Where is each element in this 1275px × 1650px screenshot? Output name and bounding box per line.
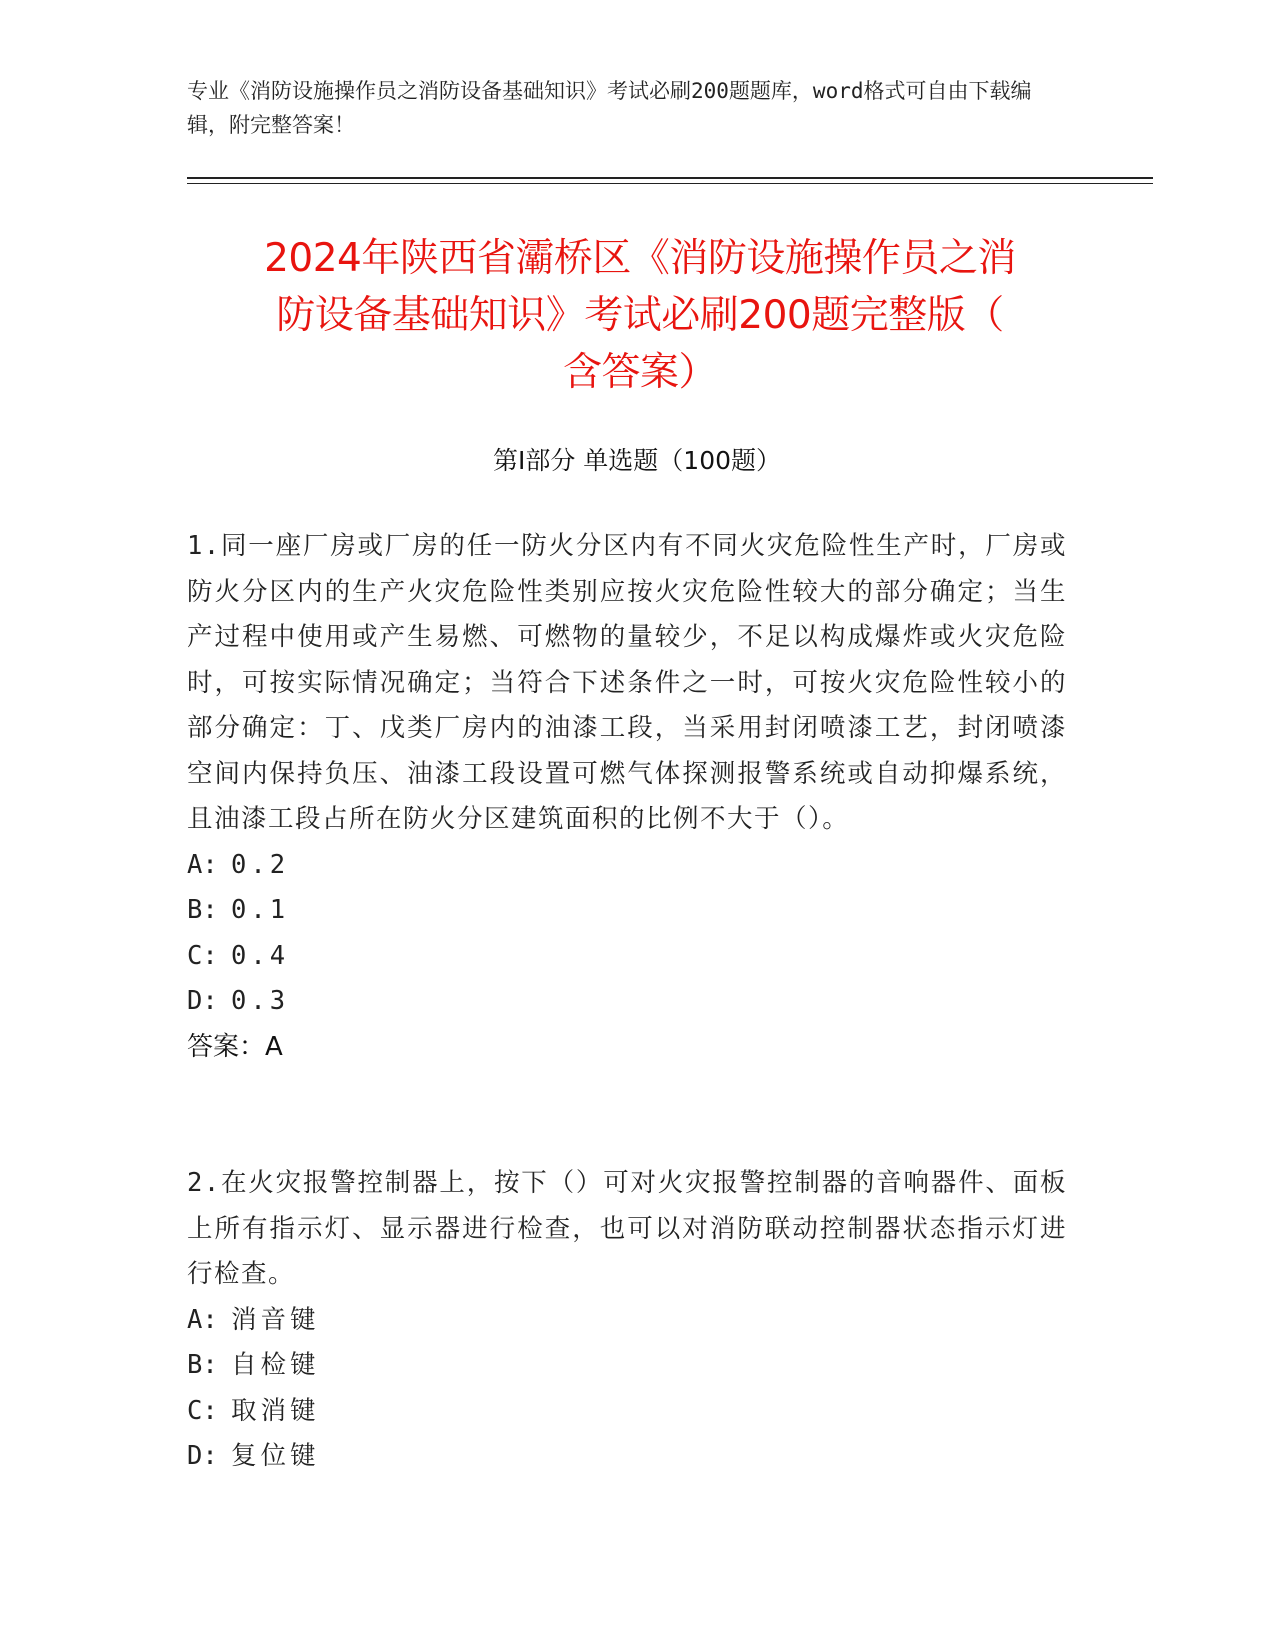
option-b [187, 1343, 1067, 1389]
option-key: C: [187, 1395, 218, 1426]
document-title [160, 230, 1120, 401]
option-text: 复位键 [231, 1441, 320, 1471]
option-d [187, 1434, 1067, 1480]
header-divider-thin [187, 183, 1153, 184]
title-line-2: 防设备基础知识》考试必刷200题完整版（ [276, 293, 1004, 338]
question-1 [187, 524, 1067, 1070]
question-stem: 1.同一座厂房或厂房的任一防火分区内有不同火灾危险性生产时，厂房或防火分区内的生产火灾危险性类别应按火灾危险性较大的部分确定；当生产过程中使用或产生易燃、可燃物的量较少，不足以构成爆炸或火灾危险时，可按实际情况确定；当符合下述条件之一时，可按火灾危险性较小的部分确定：丁、戊类厂房内的油漆工段，当采用封闭喷漆工艺，封闭喷漆空间内保持负压、油漆工段设置可燃气体探测报警系统或自动抑爆系统，且油漆工段占所在防火分区建筑面积的比例不大于（）。 [187, 531, 1067, 834]
option-key: C: [187, 940, 218, 971]
option-text: 取消键 [231, 1395, 320, 1426]
question-2 [187, 1161, 1067, 1480]
option-text: 消音键 [231, 1304, 320, 1335]
header-note: 专业《消防设施操作员之消防设备基础知识》考试必刷200题题库，word格式可自由下载编辑，附完整答案！ [187, 79, 1032, 137]
option-text: 0.1 [231, 895, 290, 925]
title-line-3: 含答案） [562, 350, 717, 395]
option-key: D: [187, 986, 218, 1016]
option-a [187, 843, 1067, 889]
option-text: 0.3 [231, 986, 290, 1016]
option-c [187, 1389, 1067, 1435]
answer-line: 答案：A [187, 1031, 283, 1062]
option-key: A: [187, 1304, 218, 1335]
option-a [187, 1298, 1067, 1344]
option-key: D: [187, 1441, 218, 1471]
option-key: B: [187, 895, 218, 925]
option-text: 自检键 [231, 1350, 320, 1380]
option-d [187, 979, 1067, 1025]
header-divider-thick [187, 177, 1153, 179]
option-key: A: [187, 849, 218, 880]
option-key: B: [187, 1350, 218, 1380]
title-line-1: 2024年陕西省灞桥区《消防设施操作员之消 [264, 236, 1016, 281]
option-text: 0.4 [231, 940, 290, 971]
section-heading: 第Ⅰ部分 单选题（100题） [492, 446, 782, 475]
option-text: 0.2 [231, 849, 290, 880]
option-b [187, 888, 1067, 934]
option-c [187, 934, 1067, 980]
question-stem: 2.在火灾报警控制器上，按下（）可对火灾报警控制器的音响器件、面板上所有指示灯、显示器进行检查，也可以对消防联动控制器状态指示灯进行检查。 [187, 1168, 1067, 1289]
